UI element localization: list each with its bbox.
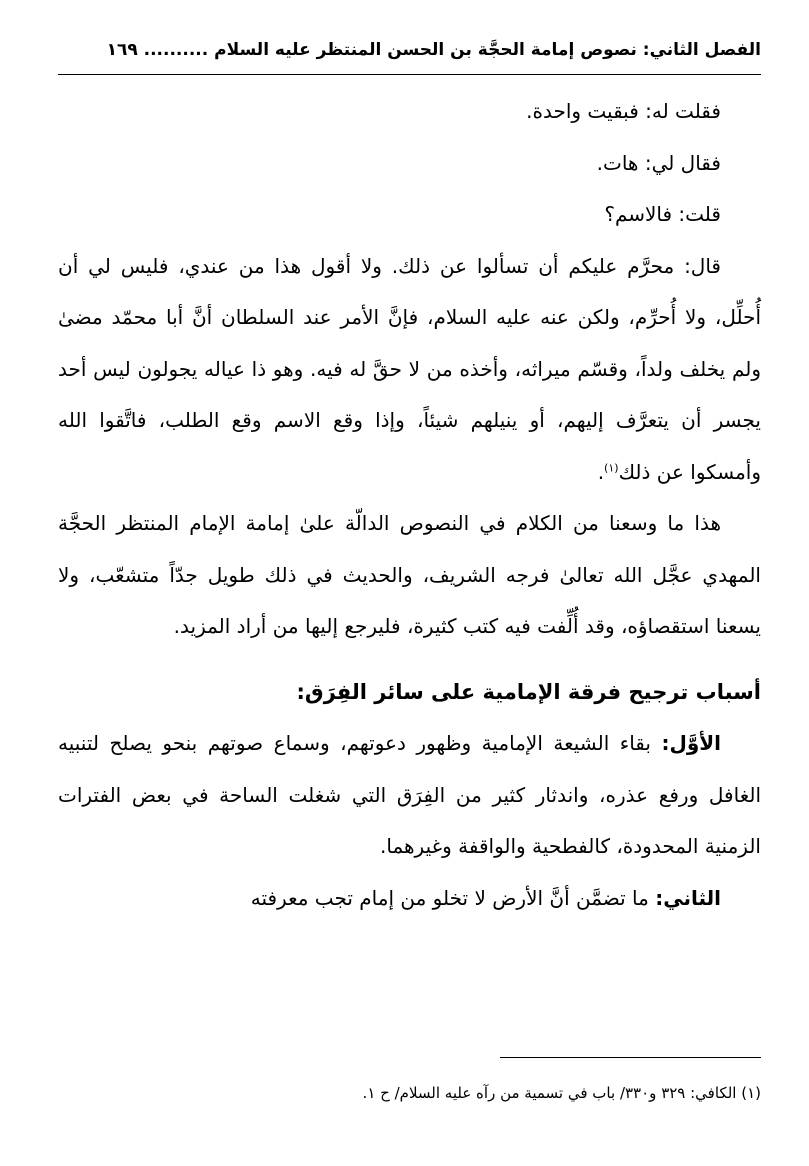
page-number: ١٦٩ <box>106 40 138 60</box>
body-line-2: فقال لي: هات. <box>596 150 721 175</box>
paragraph-1-end: . <box>597 459 605 484</box>
running-title: الفصل الثاني: نصوص إمامة الحجَّة بن الحسن المنتظر عليه السلام <box>214 40 761 60</box>
footnote: (١) الكافي: ٣٢٩ و٣٣٠/ باب في تسمية من رآه عليه السلام/ ح ١. <box>362 1084 761 1102</box>
section-heading: أسباب ترجيح فرقة الإمامية على سائر الفِرَق: <box>296 679 761 704</box>
page-header <box>58 30 761 70</box>
page-body <box>58 86 761 924</box>
paragraph-1-text: قال: محرَّم عليكم أن تسألوا عن ذلك. ولا أقول هذا من عندي، فليس لي أن أُحلِّل، ولا أُحرِّم، ولكن عنه عليه السلام، فإنَّ الأمر عند السلطان أنَّ أبا محمّد مضىٰ ولم يخلف ولداً، وقسّم ميراثه، وأخذه من لا حقَّ له فيه. وهو ذا عياله يجولون ليس أحد يجسر أن يتعرَّف إليهم، أو ينيلهم شيئاً، وإذا وقع الاسم وقع الطلب، فاتَّقوا الله وأمسكوا عن ذلك <box>58 253 761 484</box>
paragraph-3-label: الأوَّل: <box>661 731 721 755</box>
footnote-divider <box>500 1057 761 1058</box>
body-line-3: قلت: فالاسم؟ <box>604 202 721 226</box>
body-line-1: فقلت له: فبقيت واحدة. <box>526 99 721 123</box>
footnote-reference[interactable]: (١) <box>604 460 619 474</box>
body-paragraph-3 <box>58 718 761 873</box>
header-divider <box>58 74 761 75</box>
body-paragraph-2: هذا ما وسعنا من الكلام في النصوص الدالّة علىٰ إمامة الإمام المنتظر الحجَّة المهدي عجَّل الله تعالىٰ فرجه الشريف، والحديث في ذلك طويل جدّاً متشعّب، ولا يسعنا استقصاؤه، وقد أُلِّفت فيه كتب كثيرة، فليرجع إليها من أراد المزيد. <box>58 511 761 638</box>
body-paragraph-1 <box>58 241 761 499</box>
paragraph-4-label: الثاني: <box>655 885 721 910</box>
paragraph-4-text: ما تضمَّن أنَّ الأرض لا تخلو من إمام تجب معرفته <box>250 885 656 910</box>
header-leader-dots: .......... <box>143 40 209 60</box>
body-paragraph-4 <box>58 873 761 925</box>
paragraph-3-text: بقاء الشيعة الإمامية وظهور دعوتهم، وسماع صوتهم بنحو يصلح لتنبيه الغافل ورفع عذره، واندثار كثير من الفِرَق التي شغلت الساحة في بعض الفترات الزمنية المحدودة، كالفطحية والواقفة وغيرهما. <box>58 731 761 858</box>
